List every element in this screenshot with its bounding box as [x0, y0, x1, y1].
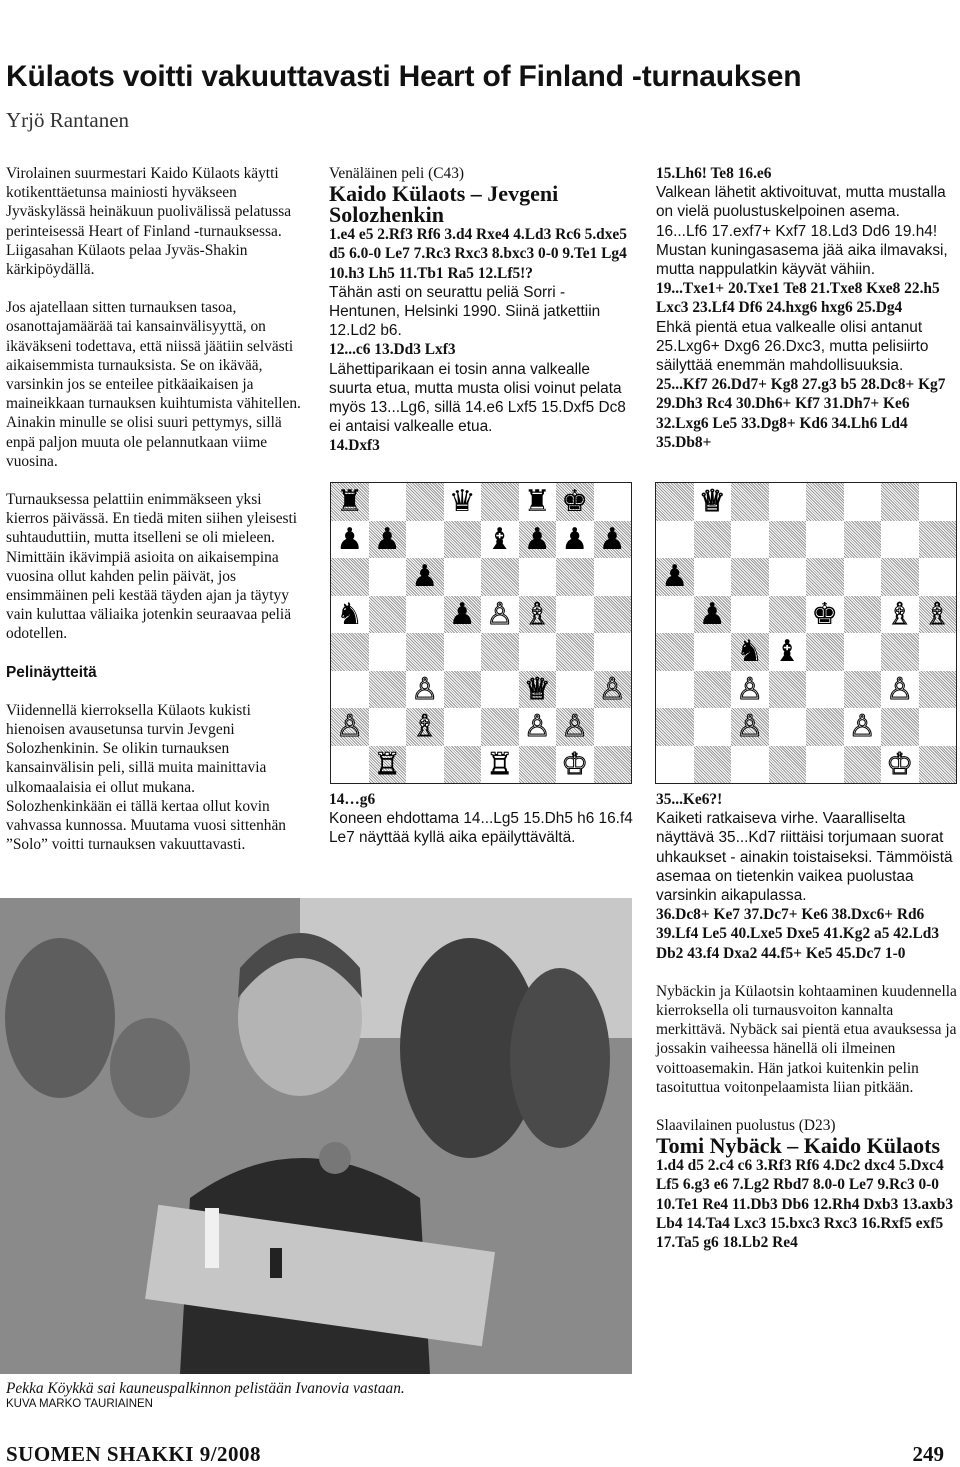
board-square [769, 708, 807, 746]
board-square [444, 746, 482, 784]
column-2-lower [329, 790, 634, 848]
board-square [844, 483, 882, 521]
board-square [844, 633, 882, 671]
article-author: Yrjö Rantanen [6, 108, 130, 132]
board-square [769, 483, 807, 521]
game-moves: 36.Dc8+ Ke7 37.Dc7+ Ke6 38.Dxc6+ Rd6 39.Lf4 Le5 40.Lxe5 Dxe5 41.Kg2 a5 42.Ld3 Db2 43.f4 Dxa2 44.f5+ Ke5 45.Dc7 1-0 [656, 906, 940, 962]
board-square [919, 483, 957, 521]
chess-piece: ♙ [411, 671, 439, 707]
board-square [806, 746, 844, 784]
game-moves-2: 1.d4 d5 2.c4 c6 3.Rf3 Rf6 4.Dc2 dxc4 5.Dxc4 Lf5 6.g3 e6 7.Lg2 Rbd7 8.0-0 Le7 9.Rc3 0-0 10.Te1 Re4 11.Db3 Db6 12.Rh4 Dxb3 13.axb3 Lb4 14.Ta4 Lxc3 15.bxc3 Rxc3 16.Rxf5 exf5 17.Ta5 g6 18.Lb2 Re4 [656, 1157, 954, 1252]
board-square [881, 558, 919, 596]
board-square [919, 708, 957, 746]
board-square [406, 746, 444, 784]
chess-piece: ♙ [523, 709, 551, 744]
opening-name-2: Slaavilainen puolustus (D23) [656, 1117, 836, 1135]
board-square [481, 558, 519, 596]
board-square [769, 746, 807, 784]
board-square [919, 521, 957, 559]
board-square [594, 746, 632, 784]
chess-piece: ♙ [848, 709, 876, 744]
chess-piece: ♝ [486, 521, 514, 557]
board-square [844, 521, 882, 559]
game-moves: 19...Txe1+ 20.Txe1 Te8 21.Txe8 Kxe8 22.h5 Lxc3 23.Lf4 Df6 24.hxg6 hxg6 25.Dg4 [656, 280, 940, 317]
board-square [919, 633, 957, 671]
board-square [369, 708, 407, 746]
column-3-lower [656, 790, 958, 1252]
board-square [844, 596, 882, 634]
board-square [919, 558, 957, 596]
chess-diagram-1 [330, 482, 632, 784]
game-moves: 35...Ke6?! [656, 791, 723, 808]
board-square [331, 633, 369, 671]
chess-piece: ♟ [661, 559, 689, 594]
chess-piece: ♟ [523, 521, 551, 557]
board-square [331, 671, 369, 709]
board-square [556, 633, 594, 671]
board-square [769, 521, 807, 559]
board-square [656, 521, 694, 559]
game-note: Lähettiparikaan ei tosin anna valkealle suurta etua, mutta musta olisi voinut pelata myös 13...Lg6, sillä 14.e6 Lxf5 15.Dxf5 Dc8 ei antaisi valkealle etua. [329, 360, 626, 436]
chess-piece: ♗ [886, 596, 914, 632]
board-square [406, 483, 444, 521]
chess-piece: ♙ [561, 709, 589, 744]
board-square [919, 746, 957, 784]
board-square [694, 633, 732, 671]
chess-piece: ♝ [773, 634, 801, 669]
chess-piece: ♜ [336, 484, 364, 519]
chess-piece: ♕ [523, 671, 551, 707]
chess-piece: ♖ [486, 746, 514, 782]
board-square [519, 633, 557, 671]
game-note: Valkean lähetit aktivoituvat, mutta mustalla on vielä puolustuskelpoinen asema. [656, 184, 946, 221]
chess-piece: ♗ [923, 596, 951, 632]
chess-piece: ♙ [598, 671, 626, 707]
game-players: Kaido Külaots – Jevgeni Solozhenkin [329, 181, 559, 228]
chess-piece: ♙ [336, 709, 364, 744]
chess-piece: ♟ [373, 521, 401, 557]
chess-piece: ♗ [411, 709, 439, 744]
board-square [594, 596, 632, 634]
round-five-paragraph: Viidennellä kierroksella Külaots kukisti hienoisen avausetunsa turvin Jevgeni Solozhenkinin. Se olikin turnauksen kansainvälisin peli, sillä muita mainittavia ulkomaalaisia ei ollut mukana. Solozhenkinkään ei tällä kertaa ollut kovin vahvassa kunnossa. Muutama vuosi sittenhän ”Solo” voitti turnauksen vakuuttavasti. [6, 701, 286, 854]
game-note: Tähän asti on seurattu peliä Sorri - Hentunen, Helsinki 1990. Siinä jatkettiin 12.Ld2 b6. [329, 283, 601, 340]
board-square [594, 633, 632, 671]
board-square [806, 521, 844, 559]
board-square [769, 596, 807, 634]
board-square [406, 521, 444, 559]
game-note: Ehkä pientä etua valkealle olisi antanut 25.Lxg6+ Dxg6 26.Dxc3, mutta pelisiirto säilyttää enemmän mahdollisuuksia. [656, 318, 929, 375]
board-square [844, 671, 882, 709]
chess-piece: ♞ [736, 634, 764, 669]
chess-piece: ♕ [698, 484, 726, 519]
game-note: 16...Lf6 17.exf7+ Kxf7 18.Ld3 Dd6 19.h4! Mustan kuningasasema jää aika ilmavaksi, mutta nappulatkin käyvät vähiin. [656, 222, 948, 279]
board-square [881, 708, 919, 746]
article-title: Külaots voitti vakuuttavasti Heart of Finland -turnauksen [6, 60, 802, 93]
tournament-photo [0, 898, 632, 1374]
board-square [594, 558, 632, 596]
chess-piece: ♚ [811, 596, 839, 632]
chess-piece: ♙ [486, 596, 514, 632]
board-square [556, 596, 594, 634]
photo-caption: Pekka Köykkä sai kauneuspalkinnon pelistään Ivanovia vastaan. [6, 1380, 405, 1397]
board-square [556, 558, 594, 596]
game-moves: 14…g6 [329, 791, 376, 808]
board-square [806, 633, 844, 671]
chess-piece: ♔ [886, 746, 914, 782]
magazine-name: SUOMEN SHAKKI 9/2008 [6, 1442, 262, 1466]
column-2 [329, 164, 634, 456]
chess-piece: ♚ [561, 484, 589, 519]
board-square [694, 558, 732, 596]
game-moves: 14.Dxf3 [329, 437, 380, 455]
board-square [656, 633, 694, 671]
board-square [369, 483, 407, 521]
board-square [406, 633, 444, 671]
board-square [444, 521, 482, 559]
board-square [444, 558, 482, 596]
board-square [331, 746, 369, 784]
chess-piece: ♗ [523, 596, 551, 632]
chess-piece: ♟ [698, 596, 726, 632]
section-heading: Pelinäytteitä [6, 663, 97, 681]
chess-diagram-2 [655, 482, 957, 784]
chess-piece: ♟ [598, 521, 626, 557]
board-square [556, 671, 594, 709]
board-square [694, 671, 732, 709]
chess-piece: ♟ [336, 521, 364, 557]
board-square [881, 483, 919, 521]
board-square [694, 708, 732, 746]
chess-piece: ♖ [373, 746, 401, 782]
chess-piece: ♞ [336, 596, 364, 632]
board-square [481, 708, 519, 746]
board-square [331, 558, 369, 596]
chess-piece: ♔ [561, 746, 589, 782]
board-square [369, 633, 407, 671]
game-note: Koneen ehdottama 14...Lg5 15.Dh5 h6 16.f4 Le7 näyttää kyllä aika epäilyttävältä. [329, 810, 633, 847]
board-square [369, 596, 407, 634]
board-square [844, 746, 882, 784]
board-square [656, 746, 694, 784]
game-players-2: Tomi Nybäck – Kaido Külaots [656, 1133, 941, 1159]
board-square [481, 671, 519, 709]
board-square [806, 558, 844, 596]
board-square [731, 483, 769, 521]
column-1 [6, 164, 304, 874]
chess-piece: ♙ [736, 671, 764, 707]
board-square [806, 708, 844, 746]
photo-credit: KUVA MARKO TAURIAINEN [6, 1398, 153, 1410]
board-square [481, 633, 519, 671]
opening-name: Venäläinen peli (C43) [329, 165, 465, 182]
board-square [444, 633, 482, 671]
board-square [594, 483, 632, 521]
board-square [656, 596, 694, 634]
board-square [881, 521, 919, 559]
chess-piece: ♛ [448, 484, 476, 519]
chess-piece: ♙ [736, 709, 764, 744]
chess-piece: ♙ [886, 671, 914, 707]
board-square [444, 671, 482, 709]
board-square [694, 746, 732, 784]
board-square [656, 708, 694, 746]
chess-piece: ♟ [448, 596, 476, 632]
chess-piece: ♜ [523, 484, 551, 519]
board-square [806, 483, 844, 521]
board-square [519, 746, 557, 784]
board-square [731, 596, 769, 634]
chess-piece: ♟ [411, 559, 439, 594]
board-square [481, 483, 519, 521]
game-moves: 15.Lh6! Te8 16.e6 [656, 165, 772, 182]
game-note: Kaiketi ratkaiseva virhe. Vaaralliselta näyttävä 35...Kd7 riittäisi torjumaan suorat uhkaukset - ainakin toistaiseksi. Tämmöistä asemaa on tietenkin vaikea puolustaa varsinkin aikapulassa. [656, 810, 953, 905]
nyback-paragraph: Nybäckin ja Külaotsin kohtaaminen kuudennella kierroksella oli turnausvoiton kannalta merkittävä. Nybäck sai pientä etua avauksessa ja jossakin vaiheessa hänellä oli ilmeinen voittoasemakin. Hän jatkoi kuitenkin pelin tasoituttua voitonpelaamista liian pitkään. [656, 982, 957, 1096]
board-square [369, 671, 407, 709]
photo-illustration [0, 898, 632, 1374]
board-square [731, 558, 769, 596]
board-square [769, 558, 807, 596]
board-square [369, 558, 407, 596]
intro-paragraph: Virolainen suurmestari Kaido Külaots käytti kotikenttäetunsa mainiosti hyväkseen Jyväskylässä heinäkuun puolivälissä pelatussa perinteisessä Heart of Finland -turnauksessa. Liigasahan Külaots pelaa Jyväs-Shakin kärkipöydällä. [6, 165, 292, 279]
board-square [594, 708, 632, 746]
board-square [731, 521, 769, 559]
board-square [919, 671, 957, 709]
game-moves: 1.e4 e5 2.Rf3 Rf6 3.d4 Rxe4 4.Ld3 Rc6 5.dxe5 d5 6.0-0 Le7 7.Rc3 Rxc3 8.bxc3 0-0 9.Te1 Lg4 10.h3 Lh5 11.Tb1 Ra5 12.Lf5!? [329, 226, 627, 282]
page-number: 249 [912, 1442, 944, 1466]
board-square [769, 671, 807, 709]
board-square [656, 671, 694, 709]
board-square [444, 708, 482, 746]
board-square [656, 483, 694, 521]
schedule-paragraph: Turnauksessa pelattiin enimmäkseen yksi kierros päivässä. En tiedä miten siihen yleisesti suhtauduttiin, mutta itselleni se oli mieleen. Nimittäin ikävimpiä asioita on aikaisempina vuosina ollut kahden pelin päivät, jos ensimmäinen peli kestää täyden ajan ja täytyy vain kuluttaa väliaika jotenkin seuraavaa peliä odotellen. [6, 491, 298, 643]
game-moves: 25...Kf7 26.Dd7+ Kg8 27.g3 b5 28.Dc8+ Kg7 29.Dh3 Rc4 30.Dh6+ Kf7 31.Dh7+ Ke6 32.Lxg6 Le5 33.Dg8+ Kd6 34.Lh6 Ld4 35.Db8+ [656, 376, 946, 451]
board-square [731, 746, 769, 784]
level-paragraph: Jos ajatellaan sitten turnauksen tasoa, osanottajamäärää tai kansainvälisyyttä, on ikäväkseni todettava, että niissä jäätiin selvästi aikaisemmista turnauksista. Se on ikävää, varsinkin jos se enteilee pitkäaikaisen ja maineikkaan turnauksen kuihtumista vähitellen. Ainakin minulle se olisi suuri pettymys, sillä enpä paljon muuta ole pelannutkaan viime vuosina. [6, 299, 301, 470]
board-square [844, 558, 882, 596]
game-moves: 12...c6 13.Dd3 Lxf3 [329, 341, 456, 359]
board-square [881, 633, 919, 671]
board-square [694, 521, 732, 559]
column-3 [656, 164, 958, 452]
board-square [406, 596, 444, 634]
board-square [519, 558, 557, 596]
board-square [806, 671, 844, 709]
chess-piece: ♟ [561, 521, 589, 557]
